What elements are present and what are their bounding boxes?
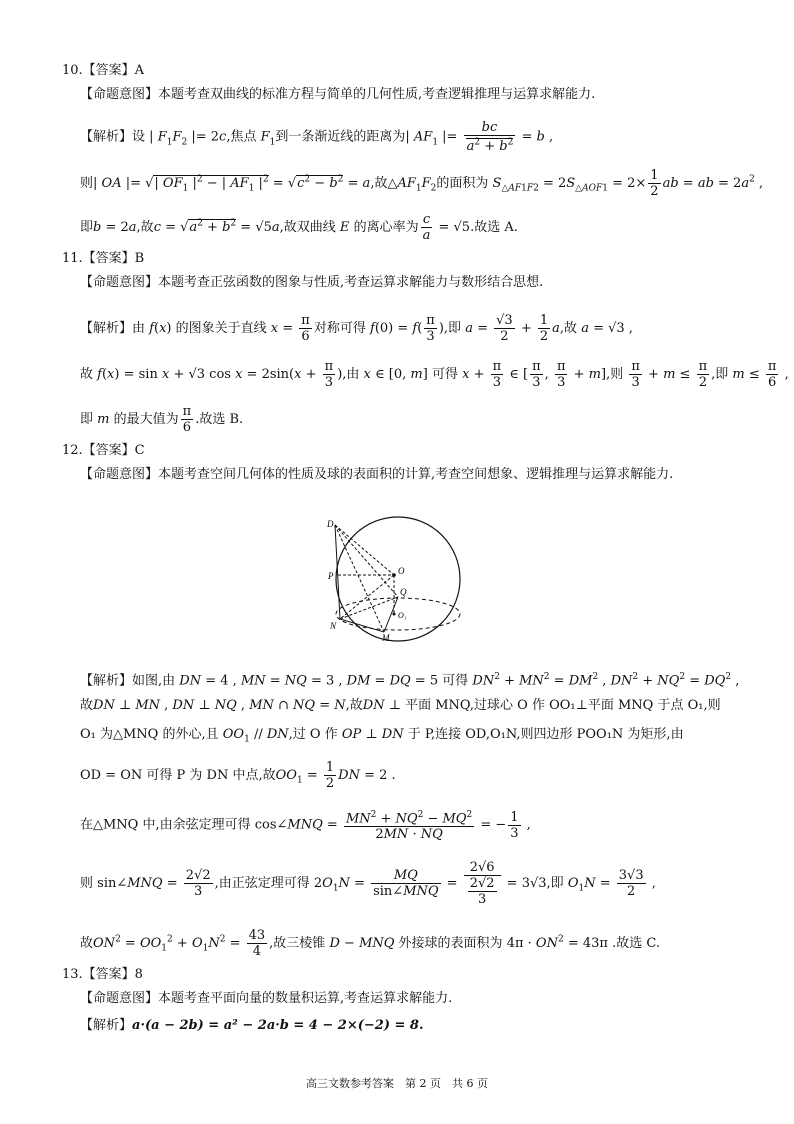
fig-label-o: O (398, 566, 405, 576)
q11-heading: 11.【答案】B (62, 251, 145, 266)
fig-label-d: D (327, 519, 334, 529)
q10-solution-line3: 即b = 2a,故$c = √a^2 + b^2 = √5a$,故双曲线 E 的离心率为 $\frac{c}{a}$ = √5.故选 A. (80, 212, 518, 243)
q12-solution-line1: 【解析】如图,由 DN = 4 , MN = NQ = 3 , DM = DQ = 5 可得 $DN^2 + MN^2 = DM^2$ , $DN^2 + NQ^2 = DQ^2$ , (80, 672, 740, 689)
q12-intent: 【命题意图】本题考查空间几何体的性质及球的表面积的计算,考查空间想象、逻辑推理与运算求解能力. (80, 467, 674, 482)
q12-solution-line2: 故DN ⊥ MN , DN ⊥ NQ , MN ∩ NQ = N,故DN ⊥ 平面 MNQ,过球心 O 作 OO₁⊥平面 MNQ 于点 O₁,则 (80, 698, 721, 713)
q12-solution-line6: 则 sin∠MNQ = $\frac{2√2}{3}$ ,由正弦定理可得 $2O_1N$ = $\frac{MQ}{\text{sin∠MNQ}}$ = $\frac{2√6}{\frac{2√2}{3}}$ = 3√3,即 $O_1N$ = $\frac{3√3}{2}$ , (80, 860, 656, 907)
q13-intent: 【命题意图】本题考查平面向量的数量积运算,考查运算求解能力. (80, 991, 453, 1006)
fig-label-q: Q (400, 587, 407, 597)
q10-intent: 【命题意图】本题考查双曲线的标准方程与简单的几何性质,考查逻辑推理与运算求解能力. (80, 87, 596, 102)
sphere-figure (318, 515, 476, 643)
q11-solution-line1: 【解析】由 f(x) 的图象关于直线 x = $\frac{\pi}{6}$ 对称可得 f(0) = f( $\frac{\pi}{3}$ ),即 a = $\frac{√3}{2}$ + $\frac{1}{2}$ a,故 a = √3 , (80, 313, 633, 344)
q11-intent: 【命题意图】本题考查正弦函数的图象与性质,考查运算求解能力与数形结合思想. (80, 275, 544, 290)
q11-solution-line3: 即 m 的最大值为 $\frac{\pi}{6}$ .故选 B. (80, 404, 244, 435)
q12-solution-line5: 在△MNQ 中,由余弦定理可得 cos∠MNQ = $\frac{MN^2 + NQ^2 - MQ^2}{2MN \cdot NQ}$ = − $\frac{1}{3}$ , (80, 809, 531, 843)
page-footer: 高三文数参考答案 第 2 页 共 6 页 (306, 1077, 488, 1090)
q12-heading: 12.【答案】C (62, 443, 145, 458)
q13-solution: 【解析】a·(a − 2b) = a² − 2a·b = 4 − 2×(−2) = 8. (80, 1018, 424, 1033)
q10-heading: 10.【答案】A (62, 63, 145, 78)
fig-label-p: P (328, 571, 334, 581)
fig-label-m: M (382, 633, 390, 643)
q11-solution-line2: 故 f(x) = sin x + √3 cos x = 2sin(x + $\frac{\pi}{3}$ ),由 x ∈ [0, m] 可得 x + $\frac{\pi}{3}$ ∈ [ $\frac{\pi}{3}$ , $\frac{\pi}{3}$ + m],则 $\frac{\pi}{3}$ + m ≤ $\frac{\pi}{2}$ ,即 m ≤ $\frac{\pi}{6}$ , (80, 359, 789, 390)
q10-solution-line1: 【解析】设 | $F_1F_2$ |= 2c,焦点 $F_1$到一条渐近线的距离为| $AF_1$ |= $\frac{bc}{a^2 + b^2}$ = b , (80, 120, 554, 155)
q12-solution-line4: OD = ON 可得 P 为 DN 中点,故$OO_1$ = $\frac{1}{2}$ DN = 2 . (80, 760, 396, 791)
fig-label-o1: O₁ (398, 611, 407, 620)
q12-solution-line7: 故$ON^2 = OO_1^2 + O_1N^2$ = $\frac{43}{4}$ ,故三棱锥 D − MNQ 外接球的表面积为 $4\pi \cdot ON^2 = 43\pi$ .故选 C. (80, 928, 660, 959)
fig-label-n: N (330, 621, 337, 631)
q13-heading: 13.【答案】8 (62, 967, 143, 982)
q12-solution-line3: O₁ 为△MNQ 的外心,且 $OO_1$ // DN,过 O 作 OP ⊥ DN 于 P,连接 OD,O₁N,则四边形 POO₁N 为矩形,由 (80, 727, 684, 745)
q10-solution-line2: 则| OA |= √| $OF_1$ $|^2$ − | $AF_1$ $|^2 = √c^2 - b^2 = a$,故$\triangle AF_1F_2$的面积为 $S_{\triangle AF1F2} = 2S_{\triangle AOF1} = 2\times$ $\frac{1}{2}$ ab = ab = $2a^2$ , (80, 168, 764, 199)
